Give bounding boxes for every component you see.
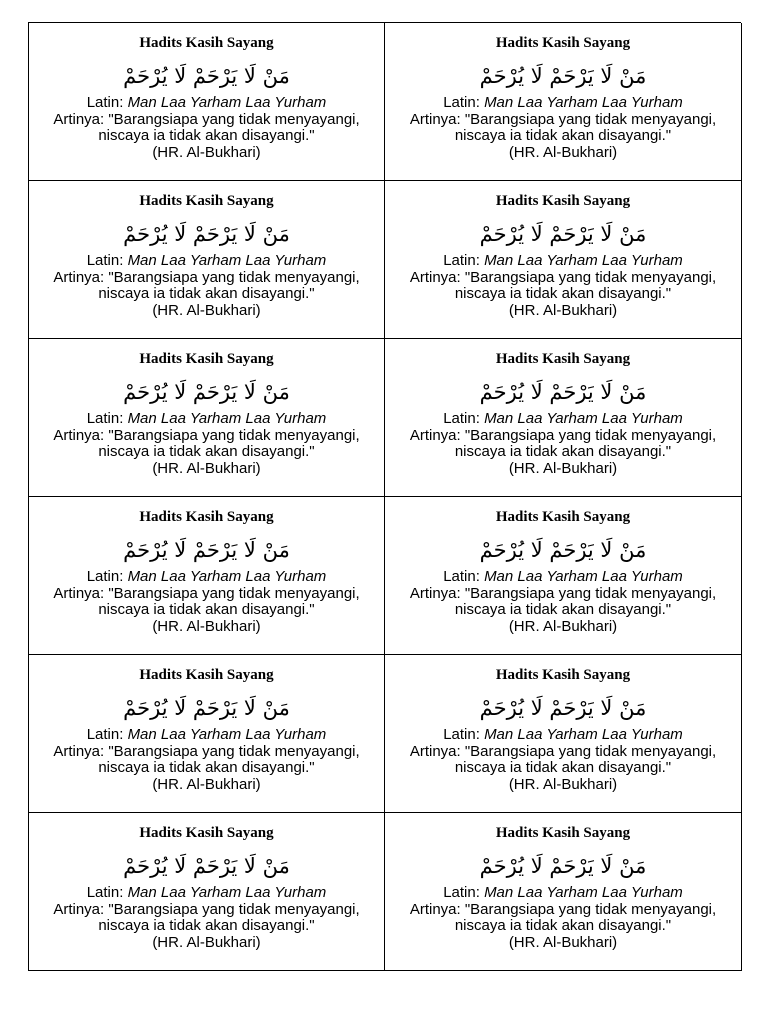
latin-label: Latin: [443, 884, 485, 901]
latin-line [29, 569, 384, 586]
latin-line [385, 95, 741, 112]
meaning-line-1: Artinya: "Barangsiapa yang tidak menyayangi, [409, 742, 717, 760]
arabic-text: مَنْ لَا يَرْحَمْ لَا يُرْحَمْ [123, 538, 290, 562]
meaning-line-1: Artinya: "Barangsiapa yang tidak menyayangi, [53, 268, 360, 286]
meaning-line-1: Artinya: "Barangsiapa yang tidak menyayangi, [53, 584, 360, 602]
arabic-text: مَنْ لَا يَرْحَمْ لَا يُرْحَمْ [123, 222, 290, 246]
latin-text: Man Laa Yarham Laa Yurham [484, 252, 683, 269]
source-text: (HR. Al-Bukhari) [152, 459, 261, 477]
source-text: (HR. Al-Bukhari) [508, 301, 618, 319]
meaning-line-1: Artinya: "Barangsiapa yang tidak menyayangi, [53, 110, 360, 128]
card-title: Hadits Kasih Sayang [139, 825, 274, 841]
latin-text: Man Laa Yarham Laa Yurham [484, 884, 683, 901]
arabic-text: مَنْ لَا يَرْحَمْ لَا يُرْحَمْ [479, 854, 647, 878]
arabic-text: مَنْ لَا يَرْحَمْ لَا يُرْحَمْ [479, 538, 647, 562]
meaning-line-2: niscaya ia tidak akan disayangi." [454, 285, 672, 302]
source-text: (HR. Al-Bukhari) [508, 459, 618, 477]
card-title: Hadits Kasih Sayang [139, 667, 274, 683]
card-title: Hadits Kasih Sayang [139, 35, 274, 51]
arabic-text: مَنْ لَا يَرْحَمْ لَا يُرْحَمْ [479, 64, 647, 88]
meaning-line-2: niscaya ia tidak akan disayangi." [98, 759, 315, 776]
meaning-line-2: niscaya ia tidak akan disayangi." [454, 443, 672, 460]
hadith-card [29, 339, 385, 497]
hadith-card [29, 23, 385, 181]
meaning-line-2: niscaya ia tidak akan disayangi." [98, 127, 315, 144]
card-title: Hadits Kasih Sayang [139, 193, 274, 209]
latin-label: Latin: [86, 410, 128, 427]
card-title: Hadits Kasih Sayang [495, 351, 631, 367]
latin-text: Man Laa Yarham Laa Yurham [127, 726, 327, 743]
latin-text: Man Laa Yarham Laa Yurham [484, 726, 683, 743]
latin-line [29, 95, 384, 112]
meaning-line-1: Artinya: "Barangsiapa yang tidak menyayangi, [53, 900, 360, 918]
arabic-text: مَنْ لَا يَرْحَمْ لَا يُرْحَمْ [123, 64, 290, 88]
latin-line [385, 411, 741, 428]
source-text: (HR. Al-Bukhari) [152, 775, 261, 793]
latin-text: Man Laa Yarham Laa Yurham [484, 94, 683, 111]
meaning-line-1: Artinya: "Barangsiapa yang tidak menyayangi, [409, 584, 717, 602]
source-text: (HR. Al-Bukhari) [152, 617, 261, 635]
meaning-line-2: niscaya ia tidak akan disayangi." [454, 127, 672, 144]
meaning-line-2: niscaya ia tidak akan disayangi." [98, 443, 315, 460]
latin-label: Latin: [86, 726, 128, 743]
source-text: (HR. Al-Bukhari) [152, 301, 261, 319]
arabic-text: مَنْ لَا يَرْحَمْ لَا يُرْحَمْ [123, 854, 290, 878]
latin-text: Man Laa Yarham Laa Yurham [127, 252, 327, 269]
latin-line [385, 727, 741, 744]
latin-line [29, 253, 384, 270]
latin-line [29, 411, 384, 428]
card-title: Hadits Kasih Sayang [495, 193, 631, 209]
source-text: (HR. Al-Bukhari) [508, 143, 618, 161]
card-title: Hadits Kasih Sayang [495, 35, 631, 51]
card-title: Hadits Kasih Sayang [139, 509, 274, 525]
latin-label: Latin: [443, 252, 485, 269]
arabic-text: مَنْ لَا يَرْحَمْ لَا يُرْحَمْ [479, 696, 647, 720]
source-text: (HR. Al-Bukhari) [152, 933, 261, 951]
card-title: Hadits Kasih Sayang [495, 509, 631, 525]
arabic-text: مَنْ لَا يَرْحَمْ لَا يُرْحَمْ [123, 380, 290, 404]
card-title: Hadits Kasih Sayang [139, 351, 274, 367]
hadith-card [385, 23, 742, 181]
latin-line [385, 569, 741, 586]
meaning-line-1: Artinya: "Barangsiapa yang tidak menyayangi, [53, 742, 360, 760]
arabic-text: مَنْ لَا يَرْحَمْ لَا يُرْحَمْ [479, 380, 647, 404]
hadith-card [29, 181, 385, 339]
latin-label: Latin: [443, 410, 485, 427]
latin-label: Latin: [86, 568, 128, 585]
meaning-line-2: niscaya ia tidak akan disayangi." [98, 285, 315, 302]
card-title: Hadits Kasih Sayang [495, 667, 631, 683]
source-text: (HR. Al-Bukhari) [508, 933, 618, 951]
latin-text: Man Laa Yarham Laa Yurham [484, 568, 683, 585]
card-title: Hadits Kasih Sayang [495, 825, 631, 841]
latin-text: Man Laa Yarham Laa Yurham [484, 410, 683, 427]
latin-label: Latin: [443, 568, 485, 585]
meaning-line-2: niscaya ia tidak akan disayangi." [454, 601, 672, 618]
latin-label: Latin: [443, 94, 485, 111]
latin-line [29, 727, 384, 744]
hadith-card [29, 655, 385, 813]
meaning-line-1: Artinya: "Barangsiapa yang tidak menyayangi, [409, 110, 717, 128]
meaning-line-1: Artinya: "Barangsiapa yang tidak menyayangi, [53, 426, 360, 444]
arabic-text: مَنْ لَا يَرْحَمْ لَا يُرْحَمْ [479, 222, 647, 246]
latin-text: Man Laa Yarham Laa Yurham [127, 884, 327, 901]
source-text: (HR. Al-Bukhari) [508, 617, 618, 635]
latin-line [29, 885, 384, 902]
latin-label: Latin: [86, 884, 128, 901]
latin-label: Latin: [443, 726, 485, 743]
latin-text: Man Laa Yarham Laa Yurham [127, 410, 327, 427]
hadith-card [385, 339, 742, 497]
latin-text: Man Laa Yarham Laa Yurham [127, 94, 327, 111]
meaning-line-2: niscaya ia tidak akan disayangi." [454, 917, 672, 934]
latin-label: Latin: [86, 94, 128, 111]
meaning-line-1: Artinya: "Barangsiapa yang tidak menyayangi, [409, 900, 717, 918]
latin-line [385, 885, 741, 902]
meaning-line-1: Artinya: "Barangsiapa yang tidak menyayangi, [409, 426, 717, 444]
latin-label: Latin: [86, 252, 128, 269]
hadith-card [385, 497, 742, 655]
meaning-line-1: Artinya: "Barangsiapa yang tidak menyayangi, [409, 268, 717, 286]
latin-line [385, 253, 741, 270]
meaning-line-2: niscaya ia tidak akan disayangi." [454, 759, 672, 776]
hadith-card [29, 497, 385, 655]
meaning-line-2: niscaya ia tidak akan disayangi." [98, 917, 315, 934]
source-text: (HR. Al-Bukhari) [152, 143, 261, 161]
hadith-card [385, 655, 742, 813]
card-sheet [28, 22, 741, 971]
latin-text: Man Laa Yarham Laa Yurham [127, 568, 327, 585]
source-text: (HR. Al-Bukhari) [508, 775, 618, 793]
arabic-text: مَنْ لَا يَرْحَمْ لَا يُرْحَمْ [123, 696, 290, 720]
meaning-line-2: niscaya ia tidak akan disayangi." [98, 601, 315, 618]
hadith-card [385, 813, 742, 971]
hadith-card [385, 181, 742, 339]
hadith-card [29, 813, 385, 971]
